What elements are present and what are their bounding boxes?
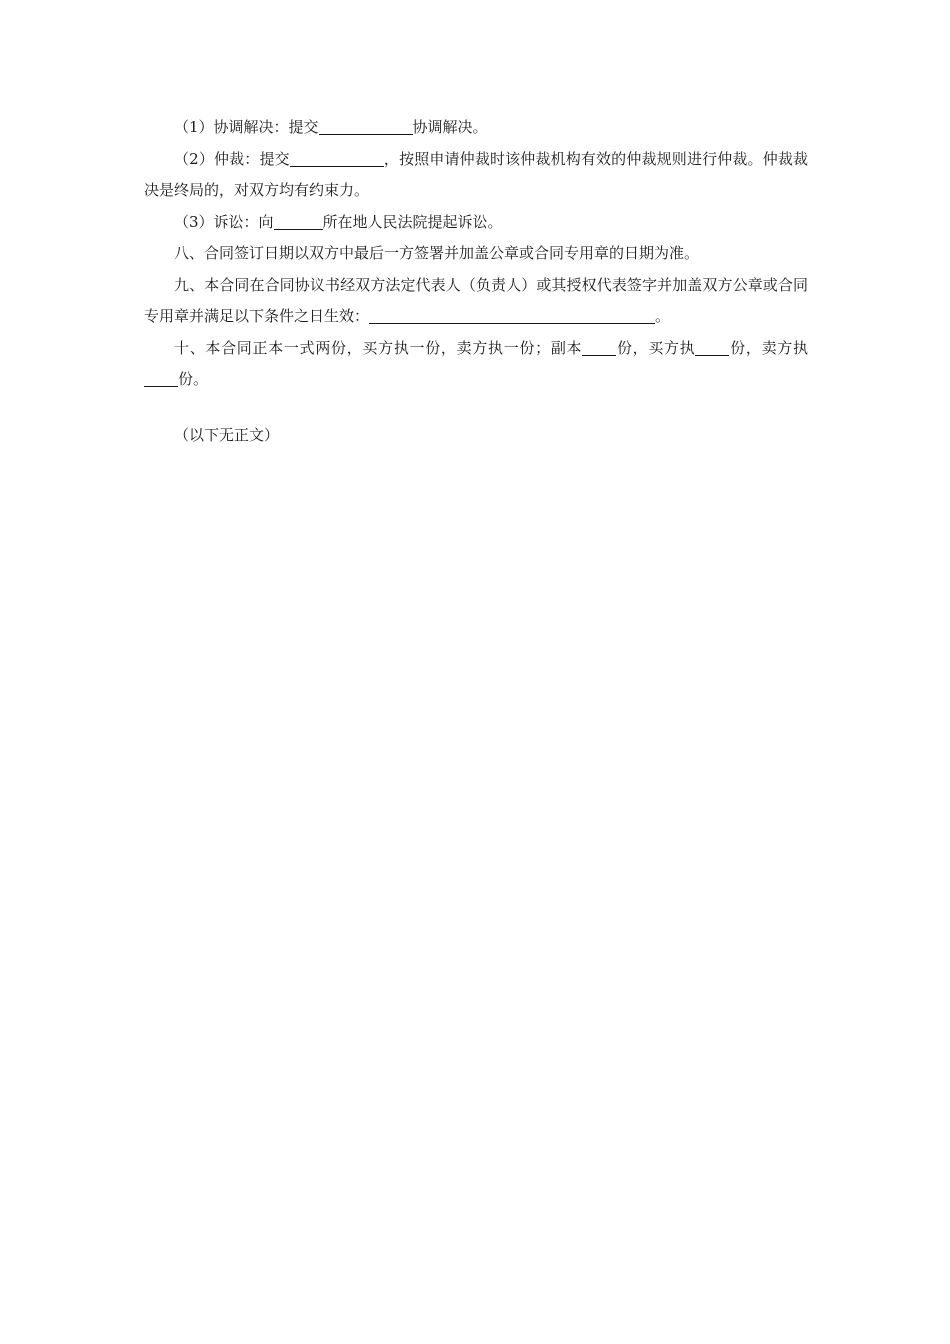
dispute-option-mediation <box>144 112 808 144</box>
arbitration-suffix: ，按照申请仲裁时该仲裁机构有效的仲裁规则进行仲裁。仲裁裁决是终局的，对双方均有约束力。 <box>144 149 808 199</box>
dispute-option-arbitration <box>144 144 808 207</box>
clause-10-copies <box>144 333 808 396</box>
arbitration-prefix: （2）仲裁：提交 <box>174 149 290 168</box>
document-body <box>144 112 808 451</box>
buyer-copies-blank <box>695 339 729 356</box>
mediation-prefix: （1）协调解决：提交 <box>174 118 319 136</box>
clause-10-part3: 份，卖方执 <box>729 338 808 357</box>
duplicate-count-blank <box>582 339 616 356</box>
clause-9-text: 九、本合同在合同协议书经双方法定代表人（负责人）或其授权代表签字并加盖双方公章或合同专用章并满足以下条件之日生效： <box>144 275 808 325</box>
effective-conditions-blank <box>369 307 655 324</box>
clause-8-signing-date: 八、合同签订日期以双方中最后一方签署并加盖公章或合同专用章的日期为准。 <box>174 244 700 262</box>
end-of-text-marker: （以下无正文） <box>174 425 280 444</box>
arbitration-institution-blank <box>290 150 384 167</box>
clause-10-part2: 份，买方执 <box>616 338 696 357</box>
litigation-party-blank <box>274 213 323 230</box>
clause-10-part1: 十、本合同正本一式两份，买方执一份，卖方执一份；副本 <box>174 338 583 357</box>
litigation-suffix: 所在地人民法院提起诉讼。 <box>322 212 503 231</box>
clause-9-end: 。 <box>655 307 671 325</box>
clause-9-effectiveness <box>144 270 808 333</box>
dispute-option-litigation <box>144 207 808 239</box>
litigation-prefix: （3）诉讼：向 <box>174 212 274 231</box>
mediation-body-blank <box>319 118 413 135</box>
seller-copies-blank <box>144 370 178 387</box>
paragraph-gap <box>144 396 808 420</box>
clause-10-part4: 份。 <box>178 370 209 388</box>
mediation-suffix: 协调解决。 <box>412 118 488 136</box>
